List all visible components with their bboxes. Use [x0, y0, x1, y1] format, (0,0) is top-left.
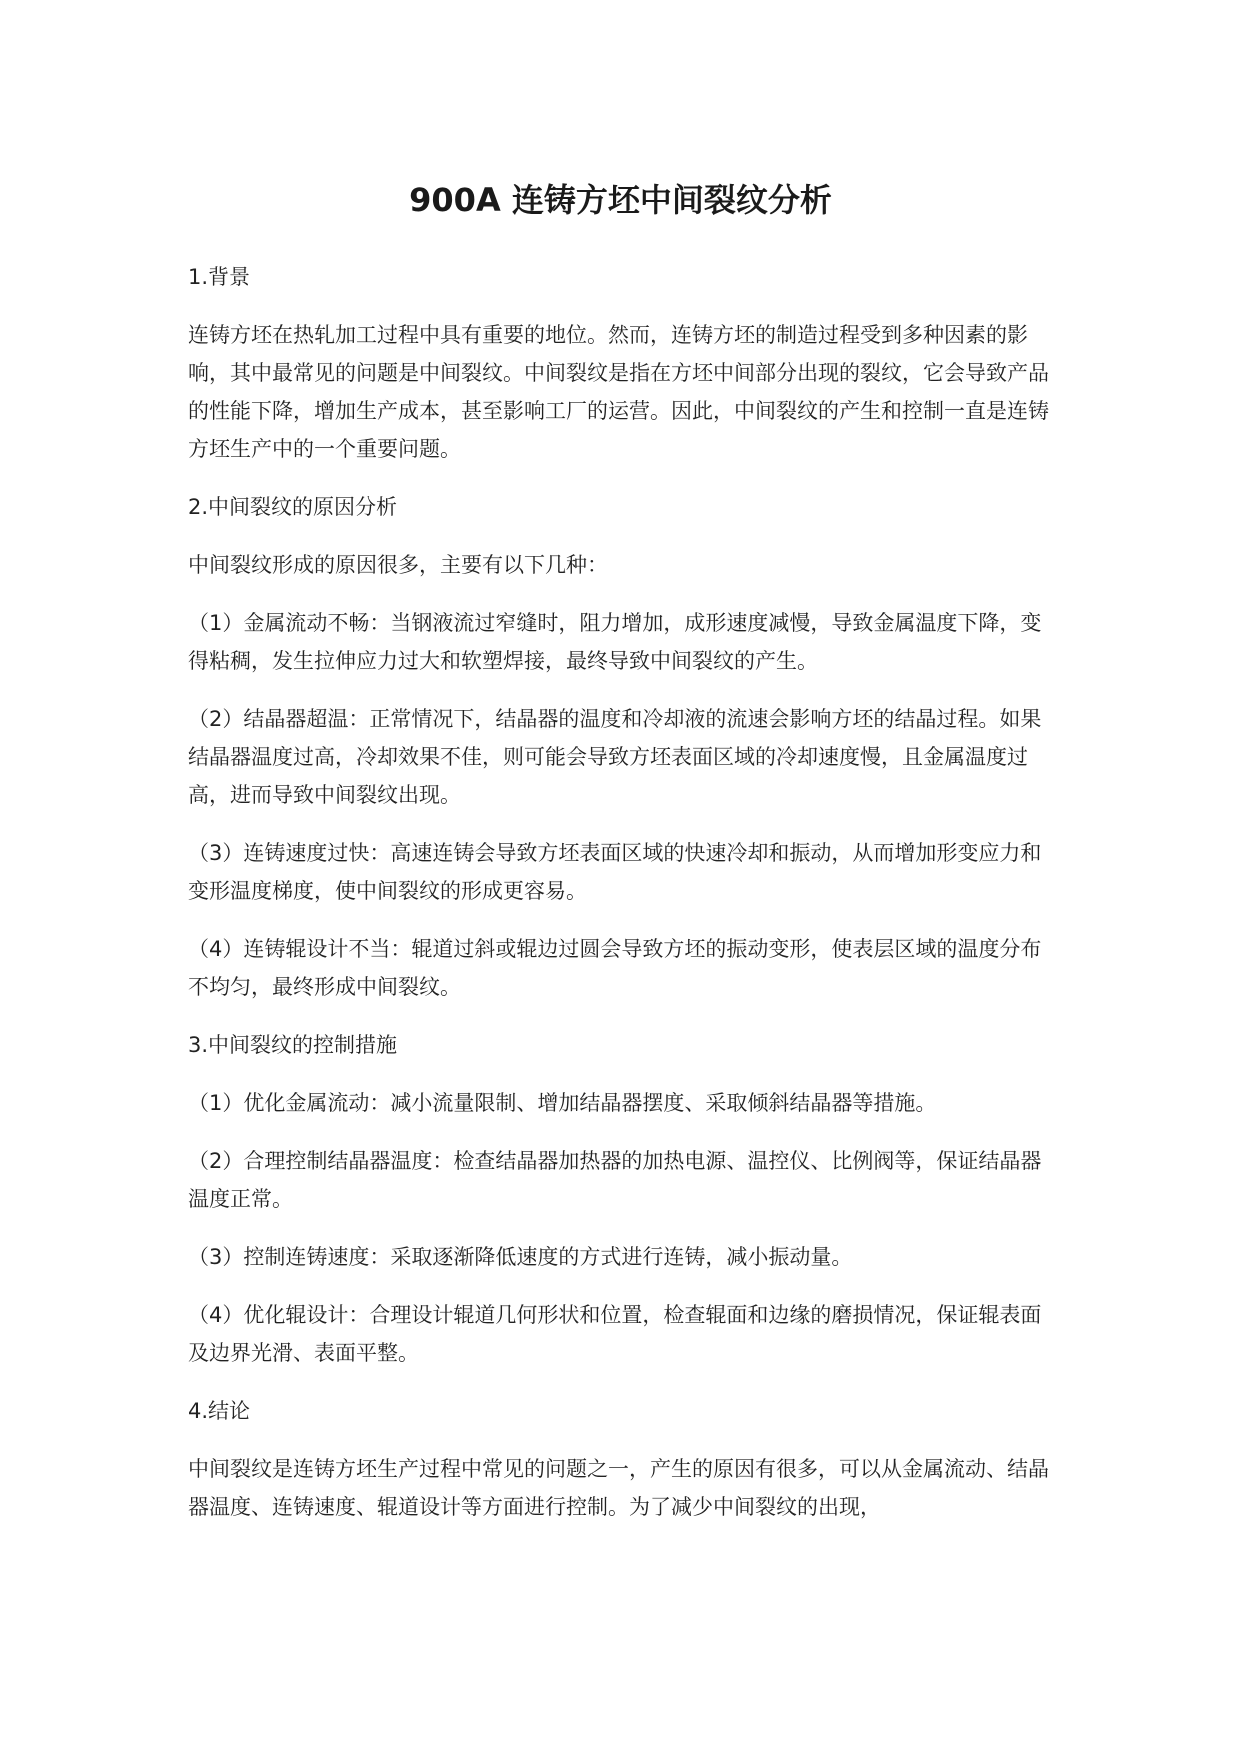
paragraph: 中间裂纹是连铸方坯生产过程中常见的问题之一，产生的原因有很多，可以从金属流动、结晶器温度、连铸速度、辊道设计等方面进行控制。为了减少中间裂纹的出现， [188, 1457, 1049, 1519]
section-heading: 1.背景 [188, 265, 251, 289]
paragraph: （3）连铸速度过快：高速连铸会导致方坯表面区域的快速冷却和振动，从而增加形变应力和变形温度梯度，使中间裂纹的形成更容易。 [188, 841, 1042, 903]
document-body [188, 258, 1053, 1526]
paragraph: 中间裂纹形成的原因很多，主要有以下几种： [188, 553, 608, 577]
paragraph: （4）连铸辊设计不当：辊道过斜或辊边过圆会导致方坯的振动变形，使表层区域的温度分布不均匀，最终形成中间裂纹。 [188, 937, 1042, 999]
paragraph: （1）金属流动不畅：当钢液流过窄缝时，阻力增加，成形速度减慢，导致金属温度下降，变得粘稠，发生拉伸应力过大和软塑焊接，最终导致中间裂纹的产生。 [188, 611, 1042, 673]
paragraph: （3）控制连铸速度：采取逐渐降低速度的方式进行连铸，减小振动量。 [188, 1245, 853, 1269]
paragraph: （1）优化金属流动：减小流量限制、增加结晶器摆度、采取倾斜结晶器等措施。 [188, 1091, 937, 1115]
section-heading: 2.中间裂纹的原因分析 [188, 495, 398, 519]
section-heading: 4.结论 [188, 1399, 251, 1423]
paragraph: （4）优化辊设计：合理设计辊道几何形状和位置，检查辊面和边缘的磨损情况，保证辊表面及边界光滑、表面平整。 [188, 1303, 1042, 1365]
paragraph: 连铸方坯在热轧加工过程中具有重要的地位。然而，连铸方坯的制造过程受到多种因素的影响，其中最常见的问题是中间裂纹。中间裂纹是指在方坯中间部分出现的裂纹，它会导致产品的性能下降，增加生产成本，甚至影响工厂的运营。因此，中间裂纹的产生和控制一直是连铸方坯生产中的一个重要问题。 [188, 323, 1049, 461]
page-title: 900A 连铸方坯中间裂纹分析 [409, 181, 832, 219]
paragraph: （2）结晶器超温：正常情况下，结晶器的温度和冷却液的流速会影响方坯的结晶过程。如果结晶器温度过高，冷却效果不佳，则可能会导致方坯表面区域的冷却速度慢，且金属温度过高，进而导致中间裂纹出现。 [188, 707, 1042, 807]
section-heading: 3.中间裂纹的控制措施 [188, 1033, 398, 1057]
paragraph: （2）合理控制结晶器温度：检查结晶器加热器的加热电源、温控仪、比例阀等，保证结晶器温度正常。 [188, 1149, 1042, 1211]
